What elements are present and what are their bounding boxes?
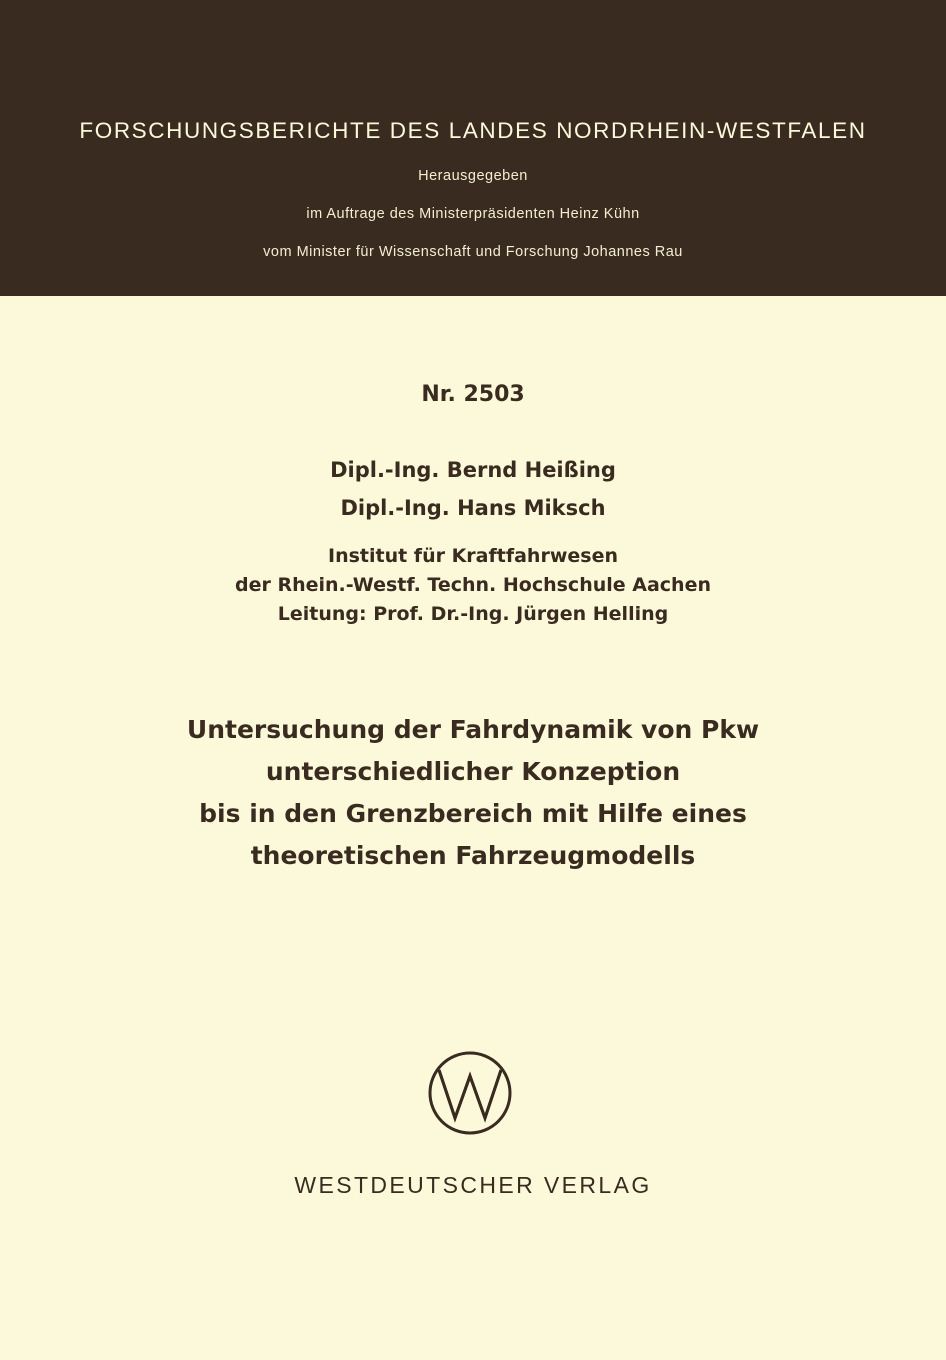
title-line-4: theoretischen Fahrzeugmodells [250, 841, 696, 870]
report-number: Nr. 2503 [421, 382, 525, 407]
series-title: FORSCHUNGSBERICHTE DES LANDES NORDRHEIN-WESTFALEN [79, 118, 867, 143]
minister-line: vom Minister für Wissenschaft und Forschung Johannes Rau [263, 244, 683, 260]
title-line-3: bis in den Grenzbereich mit Hilfe eines [199, 799, 747, 828]
westdeutscher-verlag-logo-icon [427, 1050, 513, 1136]
institute-director: Leitung: Prof. Dr.-Ing. Jürgen Helling [277, 603, 669, 625]
commission-line: im Auftrage des Ministerpräsidenten Heinz Kühn [306, 206, 640, 222]
title-line-1: Untersuchung der Fahrdynamik von Pkw [186, 715, 760, 744]
author-1: Dipl.-Ing. Bernd Heißing [330, 458, 616, 482]
editor-line: Herausgegeben [418, 168, 528, 184]
header-band [0, 0, 946, 296]
author-2: Dipl.-Ing. Hans Miksch [340, 496, 606, 520]
institute-university: der Rhein.-Westf. Techn. Hochschule Aachen [234, 574, 711, 596]
title-line-2: unterschiedlicher Konzeption [265, 757, 681, 786]
publisher-name: WESTDEUTSCHER VERLAG [294, 1172, 652, 1198]
institute-name: Institut für Kraftfahrwesen [328, 545, 618, 567]
